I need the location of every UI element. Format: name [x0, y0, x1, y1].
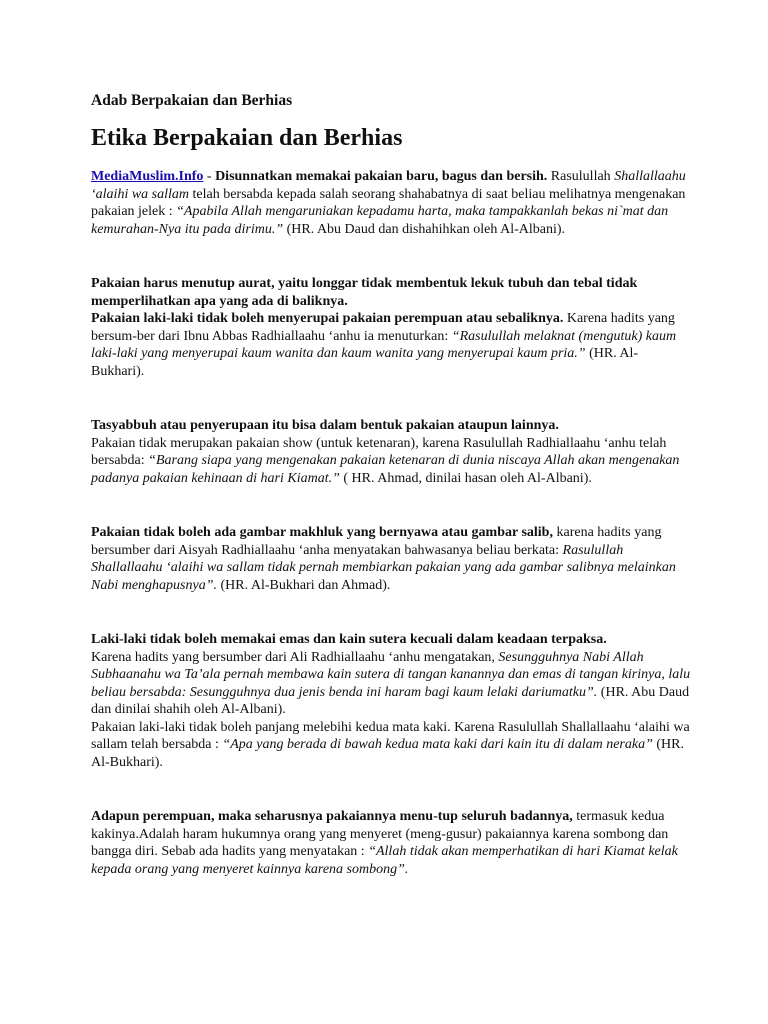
bold-statement: Laki-laki tidak boleh memakai emas dan kain sutera kecuali dalam keadaan terpaksa. [91, 632, 607, 647]
paragraph-new-clothes [91, 168, 691, 238]
text: telah bersabda kepada salah seorang shahabatnya di saat beliau melihatnya mengenakan pakaian jelek : [91, 186, 686, 219]
hadith-quote: “Rasulullah melaknat (mengutuk) kaum laki-laki yang menyerupai kaum wanita dan kaum wanita yang menyerupai kaum pria.” [91, 328, 677, 361]
document-title: Etika Berpakaian dan Berhias [91, 125, 403, 151]
spacer [91, 771, 691, 808]
text: Karena hadits yang bersum-ber dari Ibnu Abbas Radhiallaahu ‘anhu ia menuturkan: [91, 311, 675, 344]
citation: (HR. Al-Bukhari dan Ahmad). [217, 577, 391, 593]
spacer [91, 594, 691, 631]
spacer [91, 380, 691, 417]
paragraph-gold-silk [91, 631, 691, 771]
bold-statement: Tasyabbuh atau penyerupaan itu bisa dalam bentuk pakaian ataupun lainnya. [91, 418, 559, 433]
separator: - [203, 169, 216, 184]
text: karena hadits yang bersumber dari Aisyah Radhiallaahu ‘anha menyatakan bahwasanya beliau berkata: [91, 525, 662, 558]
bold-statement: Pakaian harus menutup aurat, yaitu longgar tidak membentuk lekuk tubuh dan tebal tidak memperlihatkan apa yang ada di baliknya. [91, 276, 638, 309]
text: Rasulullah [547, 169, 615, 184]
paragraph-tasyabbuh [91, 417, 691, 487]
bold-statement: Pakaian laki-laki tidak boleh menyerupai pakaian perempuan atau sebaliknya. [91, 311, 564, 326]
paragraph-cover-aurat [91, 275, 691, 380]
citation: (HR. Abu Daud dan dishahihkan oleh Al-Albani). [283, 221, 566, 237]
bold-statement: Disunnatkan memakai pakaian baru, bagus dan bersih. [215, 169, 548, 184]
hadith-quote: Rasulullah Shallallaahu ‘alaihi wa sallam tidak pernah membiarkan pakaian yang ada gambar salibnya melainkan Nabi menghapusnya”. [91, 542, 676, 593]
citation: (HR. Al-Bukhari). [91, 737, 684, 770]
spacer [91, 487, 691, 524]
italic-text: Shallallaahu ‘alaihi wa sallam [91, 169, 686, 202]
citation: (HR. Al-Bukhari). [91, 346, 639, 379]
spacer [91, 238, 691, 275]
source-link[interactable]: MediaMuslim.Info [91, 169, 204, 184]
text: Pakaian tidak merupakan pakaian show (untuk ketenaran), karena Rasulullah Radhiallaahu ‘anhu telah bersabda: [91, 435, 667, 468]
text: Pakaian laki-laki tidak boleh panjang melebihi kedua mata kaki. Karena Rasulullah Shallallaahu ‘alaihi wa sallam telah bersabda : [91, 719, 690, 752]
document-heading: Adab Berpakaian dan Berhias [91, 92, 293, 109]
citation: (HR. Abu Daud dan dinilai shahih oleh Al-Albani). [91, 684, 690, 717]
citation: ( HR. Ahmad, dinilai hasan oleh Al-Albani). [339, 470, 592, 486]
text: Karena hadits yang bersumber dari Ali Radhiallaahu ‘anhu mengatakan, [91, 649, 499, 665]
bold-statement: Adapun perempuan, maka seharusnya pakaiannya menu-tup seluruh badannya, [91, 809, 573, 824]
hadith-quote: “Apabila Allah mengaruniakan kepadamu harta, maka tampakkanlah bekas ni`mat dan kemurahan-Nya itu pada dirimu.” [91, 204, 669, 237]
hadith-quote: Sesungguhnya Nabi Allah Subhaanahu wa Ta’ala pernah membawa kain sutera di tangan kanannya dan emas di tangan kirinya, lalu beliau bersabda: Sesungguhnya dua jenis benda ini haram bagi kaum lelaki dariumatku”. [91, 649, 691, 700]
text: termasuk kedua kakinya.Adalah haram hukumnya orang yang menyeret (meng-gusur) pakaiannya karena sombong dan bangga diri. Sebab ada hadits yang menyatakan : [91, 809, 669, 859]
hadith-quote: “Barang siapa yang mengenakan pakaian ketenaran di dunia niscaya Allah akan mengenakan padanya pakaian kehinaan di hari Kiamat.” [91, 453, 680, 486]
hadith-quote: “Allah tidak akan memperhatikan di hari Kiamat kelak kepada orang yang menyeret kainnya karena sombong”. [91, 844, 678, 877]
paragraph-no-images [91, 524, 691, 594]
document-page [91, 92, 691, 878]
bold-statement: Pakaian tidak boleh ada gambar makhluk yang bernyawa atau gambar salib, [91, 525, 553, 540]
hadith-quote: “Apa yang berada di bawah kedua mata kaki dari kain itu di dalam neraka” [222, 737, 653, 752]
paragraph-women-clothing [91, 808, 691, 878]
